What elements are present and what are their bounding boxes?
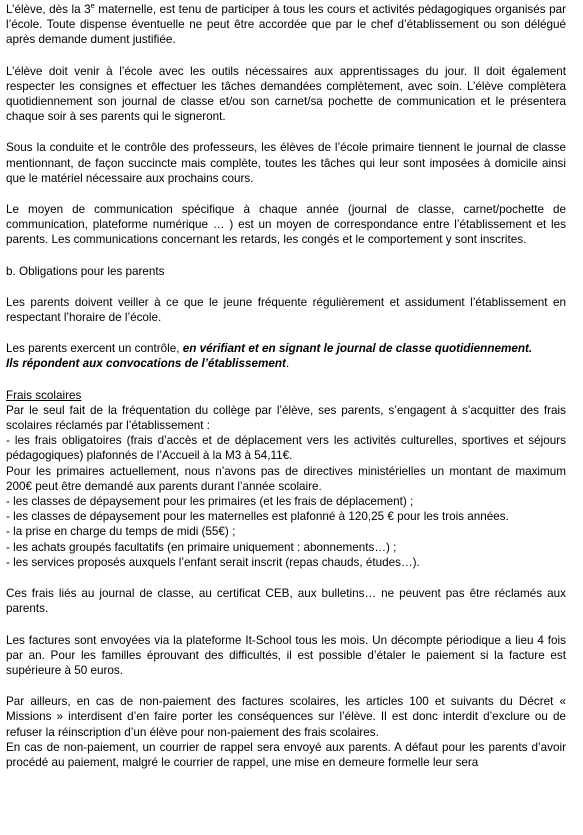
paragraph-communication: Le moyen de communication spécifique à chaque année (journal de classe, carnet/pochette de communication, plateforme numérique … ) est un moyen de correspondance entre l’établissement et les parents. Les communications concernant les retards, les congés et le comportement y sont inscrites. xyxy=(6,203,566,247)
fees-intro: Par le seul fait de la fréquentation du collège par l’élève, ses parents, s’engagent à s’acquitter des frais scolaires réclamés par l’établissement : xyxy=(6,403,566,433)
document-page xyxy=(6,2,566,770)
paragraph-control: Les parents exercent un contrôle, en vérifiant et en signant le journal de classe quotidiennement. Ils répondent aux convocations de l’établissement. xyxy=(6,342,533,371)
list-item: - les services proposés auxquels l’enfant serait inscrit (repas chauds, études…). xyxy=(6,555,420,569)
paragraph-tools: L’élève doit venir à l’école avec les outils nécessaires aux apprentissages du jour. Il doit également respecter les consignes et effectuer les tâches demandées complètement, avec soin. L’élève complètera quotidiennement son journal de classe et/ou son carnet/sa pochette de communication et le présentera chaque soir à ses parents qui le signeront. xyxy=(6,64,566,124)
list-item: - les achats groupés facultatifs (en primaire uniquement : abonnements…) ; xyxy=(6,540,397,554)
section-heading-parents: b. Obligations pour les parents xyxy=(6,264,165,278)
list-item: - les classes de dépaysement pour les primaires (et les frais de déplacement) ; xyxy=(6,495,414,509)
fees-primary: Pour les primaires actuellement, nous n’avons pas de directives ministérielles un montant de maximum 200€ peut être demandé aux parents durant l’année scolaire. xyxy=(6,464,566,493)
fees-title: Frais scolaires xyxy=(6,388,82,402)
paragraph-attendance-parents: Les parents doivent veiller à ce que le jeune fréquente régulièrement et assidument l’établissement en respectant l’horaire de l’école. xyxy=(6,295,566,325)
paragraph-journal: Sous la conduite et le contrôle des professeurs, les élèves de l’école primaire tiennent le journal de classe mentionnant, de façon succincte mais complète, toutes les tâches qui leur sont imposées à domicile ainsi que le matériel nécessaire aux prochains cours. xyxy=(6,141,566,185)
paragraph-non-payment-reminder: En cas de non-paiement, un courrier de rappel sera envoyé aux parents. A défaut pour les parents d’avoir procédé au paiement, malgré le courrier de rappel, une mise en demeure formelle leur sera xyxy=(6,740,566,769)
paragraph-non-payment-decree: Par ailleurs, en cas de non-paiement des factures scolaires, les articles 100 et suivants du Décret « Missions » interdisent d’en faire porter les conséquences sur l’élève. Il est donc interdit d’exclure ou de refuser la réinscription d’un élève pour non-paiement des frais scolaires. xyxy=(6,695,566,739)
paragraph-attendance: L’élève, dès la 3e maternelle, est tenu de participer à tous les cours et activités pédagogiques organisés par l’école. Toute dispense éventuelle ne peut être accordée que par le chef d’établissement ou son délégué après demande dument justifiée. xyxy=(6,1,566,47)
paragraph-excluded-fees: Ces frais liés au journal de classe, au certificat CEB, aux bulletins… ne peuvent pas être réclamés aux parents. xyxy=(6,587,566,616)
superscript-e: e xyxy=(90,1,95,11)
list-item: - les classes de dépaysement pour les maternelles est plafonné à 120,25 € pour les trois années. xyxy=(6,510,509,524)
fees-item-mandatory: - les frais obligatoires (frais d’accès et de déplacement vers les activités culturelles, sportives et séjours pédagogiques) plafonnés de l’Accueil à la M3 à 54,11€. xyxy=(6,434,566,463)
paragraph-invoices: Les factures sont envoyées via la plateforme It-School tous les mois. Un décompte périodique a lieu 4 fois par an. Pour les familles éprouvant des difficultés, il est possible d’étaler le paiement si la facture est supérieure à 50 euros. xyxy=(6,633,566,677)
list-item: - la prise en charge du temps de midi (55€) ; xyxy=(6,525,236,539)
